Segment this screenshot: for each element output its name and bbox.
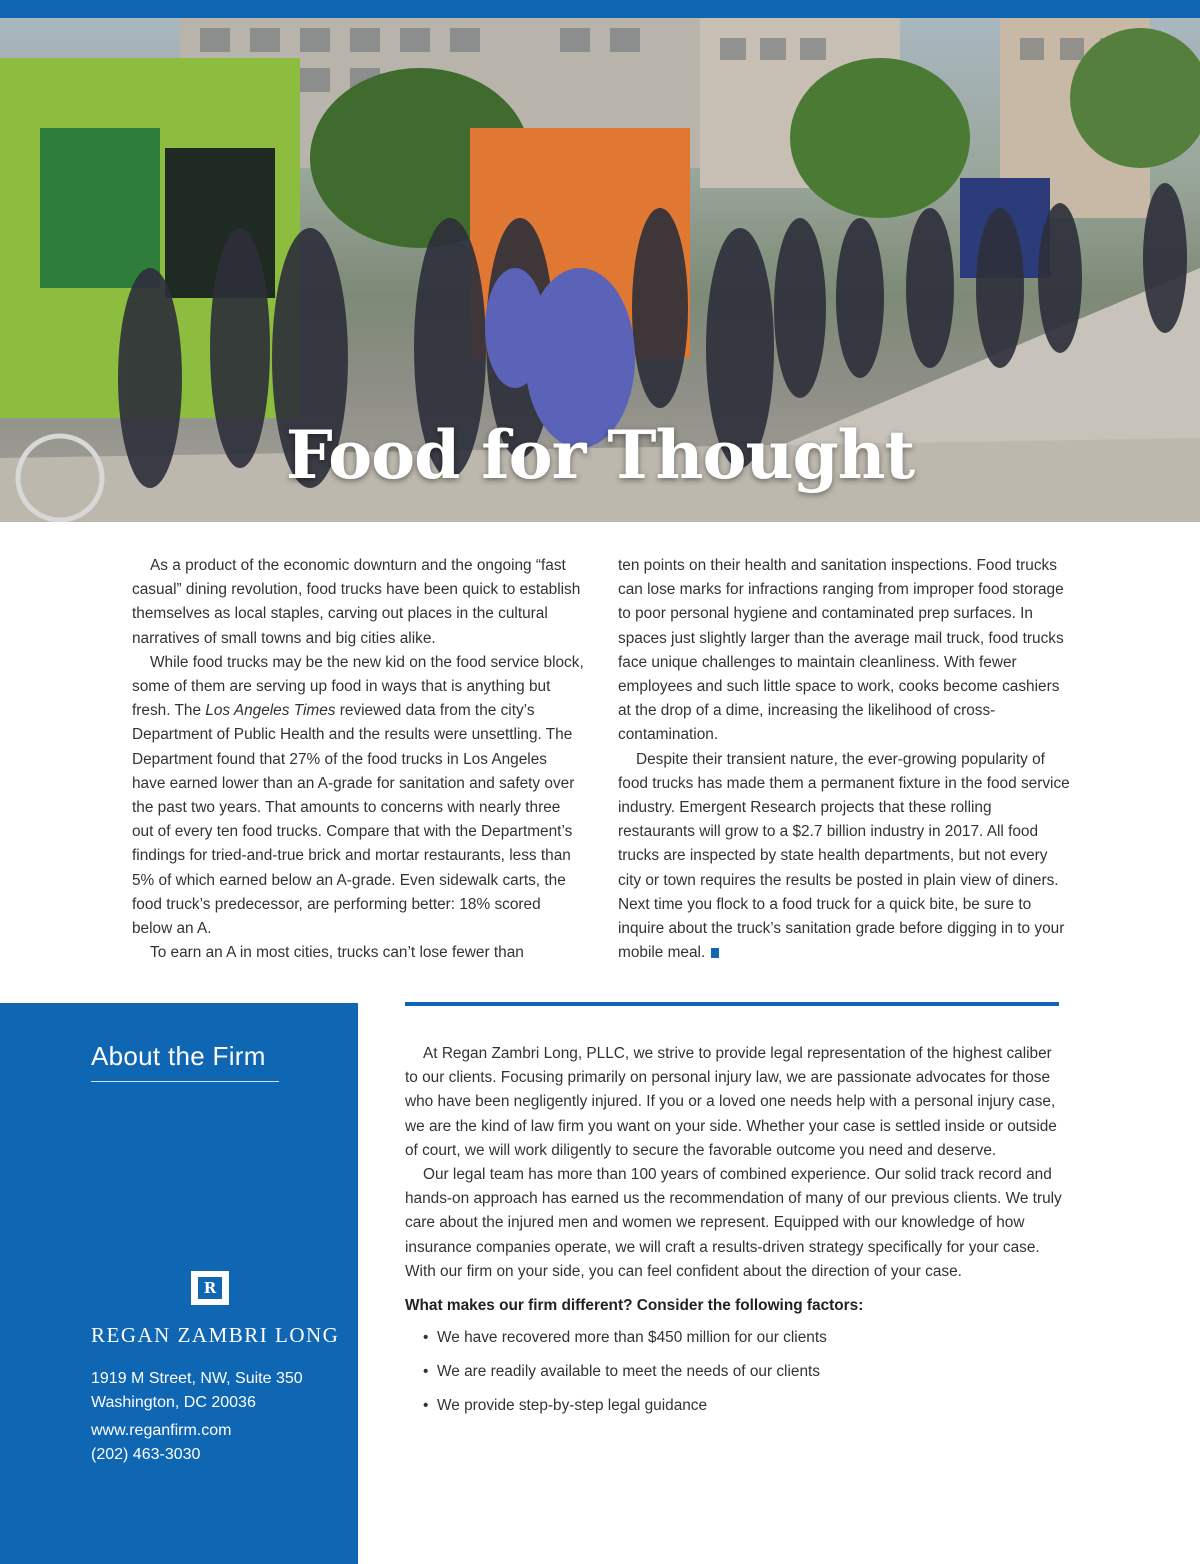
hero-photo [0, 18, 1200, 522]
article-paragraph: Despite their transient nature, the ever-growing popularity of food trucks has made them a permanent fixture in the food service industry. Emergent Research projects that these rolling restaurants will grow to a $2.7 billion industry in 2017. All food trucks are inspected by state health departments, but not every city or town requires the results be posted in plain view of diners. Next time you flock to a food truck for a quick bite, be sure to inquire about the truck’s sanitation grade before digging in to your mobile meal. [618, 750, 1070, 962]
list-item: • We provide step-by-step legal guidance [405, 1394, 1065, 1418]
firm-sidebar [0, 1003, 358, 1564]
bullet-icon: • [423, 1396, 429, 1414]
about-paragraph: At Regan Zambri Long, PLLC, we strive to provide legal representation of the highest caliber to our clients. Focusing primarily on personal injury law, we are passionate advocates for those who have been negligently injured. If you or a loved one needs help with a personal injury case, we are the kind of law firm you want on your side. Whether your case is settled inside or outside of court, we will work diligently to secure the favorable outcome you need and deserve. [405, 1045, 1057, 1159]
article-column-2 [618, 554, 1070, 965]
address-line-2: Washington, DC 20036 [91, 1394, 256, 1411]
firm-contact [91, 1367, 303, 1467]
phone-number[interactable]: (202) 463-3030 [91, 1446, 201, 1463]
about-subheading: What makes our firm different? Consider the following factors: [405, 1297, 864, 1315]
list-item: • We are readily available to meet the needs of our clients [405, 1360, 1065, 1384]
article-column-1 [132, 554, 584, 965]
factors-list [405, 1326, 1065, 1418]
about-section [405, 1042, 1065, 1428]
article-paragraph: ten points on their health and sanitation inspections. Food trucks can lose marks for infractions ranging from improper food storage to poor personal hygiene and contaminated prep surfaces. In spaces just slightly larger than the average mail truck, food trucks face unique challenges to maintain cleanliness. With fewer employees and such little space to work, cooks become cashiers at the drop of a dime, increasing the likelihood of cross-contamination. [618, 557, 1064, 744]
sidebar-divider [91, 1081, 279, 1082]
list-item: • We have recovered more than $450 million for our clients [405, 1326, 1065, 1350]
about-divider [405, 1002, 1059, 1006]
sidebar-heading: About the Firm [91, 1041, 266, 1071]
about-paragraph: Our legal team has more than 100 years of combined experience. Our solid track record and hands-on approach has earned us the recommendation of many of our previous clients. We truly care about the injured men and women we represent. Equipped with our knowledge of how insurance companies operate, we will craft a results-driven strategy specifically for your case. With our firm on your side, you can feel confident about the direction of your case. [405, 1166, 1062, 1280]
publication-name: Los Angeles Times [205, 702, 336, 720]
bullet-icon: • [423, 1329, 429, 1347]
article-title: Food for Thought [285, 416, 915, 494]
top-accent-bar [0, 0, 1200, 18]
article-paragraph: While food trucks may be the new kid on the food service block, some of them are serving up food in ways that is anything but fresh. The Los Angeles Times reviewed data from the city’s Department of Public Health and the results were unsettling. The Department found that 27% of the food trucks in Los Angeles have earned lower than an A-grade for sanitation and safety over the past two years. That amounts to concerns with nearly three out of every ten food trucks. Compare that with the Department’s findings for tried-and-true brick and mortar restaurants, less than 5% of which earned below an A-grade. Even sidewalk carts, the food truck’s predecessor, are performing better: 18% scored below an A. [132, 653, 584, 938]
bullet-icon: • [423, 1363, 429, 1381]
end-mark-icon [711, 948, 719, 958]
address-line-1: 1919 M Street, NW, Suite 350 [91, 1370, 303, 1387]
website-link[interactable]: www.reganfirm.com [91, 1422, 232, 1439]
article-paragraph: As a product of the economic downturn and the ongoing “fast casual” dining revolution, food trucks have been quick to establish themselves as local staples, carving out places in the cultural narratives of small towns and big cities alike. [132, 557, 581, 647]
article-paragraph: To earn an A in most cities, trucks can’t lose fewer than [150, 944, 524, 962]
firm-logo-icon: R [191, 1271, 229, 1305]
firm-name: REGAN ZAMBRI LONG [91, 1323, 340, 1347]
